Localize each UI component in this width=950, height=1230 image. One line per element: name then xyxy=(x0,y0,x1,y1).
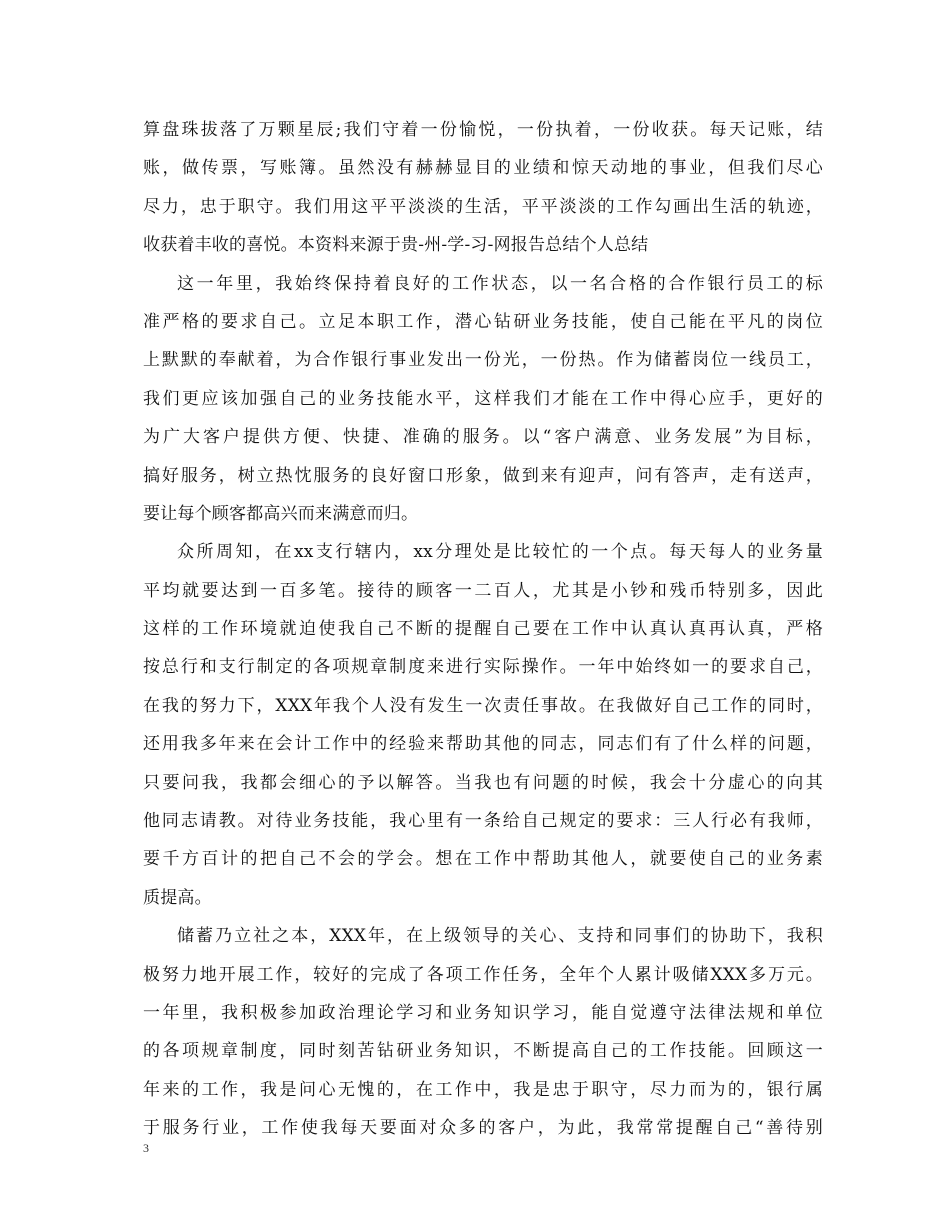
paragraph-4 xyxy=(143,917,823,1147)
document-body xyxy=(143,111,823,1148)
paragraph-1 xyxy=(143,111,823,265)
text-line: 按总行和支行制定的各项规章制度来进行实际操作。一年中始终如一的要求自己， xyxy=(143,657,823,678)
text-line: 我们更应该加强自己的业务技能水平，这样我们才能在工作中得心应手，更好的 xyxy=(143,388,823,409)
text-line: 这样的工作环境就迫使我自己不断的提醒自己要在工作中认真认真再认真，严格 xyxy=(143,619,823,640)
text-line: 收获着丰收的喜悦。本资料来源于贵-州-学-习-网报告总结个人总结 xyxy=(143,235,649,256)
text-line: 为广大客户提供方便、快捷、准确的服务。以“客户满意、业务发展”为目标， xyxy=(143,427,823,448)
text-line: 年来的工作，我是问心无愧的，在工作中，我是忠于职守，尽力而为的，银行属 xyxy=(143,1079,823,1100)
text-line: 还用我多年来在会计工作中的经验来帮助其他的同志，同志们有了什么样的问题， xyxy=(143,734,823,755)
text-line: 账，做传票，写账簿。虽然没有赫赫显目的业绩和惊天动地的事业，但我们尽心 xyxy=(143,158,823,179)
text-line: 于服务行业，工作使我每天要面对众多的客户，为此，我常常提醒自己“善待别 xyxy=(143,1118,823,1139)
text-line: 平均就要达到一百多笔。接待的顾客一二百人，尤其是小钞和残币特别多，因此 xyxy=(143,580,823,601)
paragraph-3 xyxy=(143,533,823,917)
text-line: 他同志请教。对待业务技能，我心里有一条给自己规定的要求：三人行必有我师， xyxy=(143,811,823,832)
text-line: 这一年里，我始终保持着良好的工作状态，以一名合格的合作银行员工的标 xyxy=(177,273,823,294)
text-line: 质提高。 xyxy=(143,887,212,908)
text-line: 在我的努力下，XXX年我个人没有发生一次责任事故。在我做好自己工作的同时， xyxy=(143,695,823,716)
paragraph-2 xyxy=(143,265,823,534)
text-line: 一年里，我积极参加政治理论学习和业务知识学习，能自觉遵守法律法规和单位 xyxy=(143,1002,823,1023)
text-line: 极努力地开展工作，较好的完成了各项工作任务，全年个人累计吸储XXX多万元。 xyxy=(143,964,823,985)
text-line: 准严格的要求自己。立足本职工作，潜心钻研业务技能，使自己能在平凡的岗位 xyxy=(143,311,823,332)
text-line: 的各项规章制度，同时刻苦钻研业务知识，不断提高自己的工作技能。回顾这一 xyxy=(143,1041,823,1062)
text-line: 要千方百计的把自己不会的学会。想在工作中帮助其他人，就要使自己的业务素 xyxy=(143,849,823,870)
page-number: 3 xyxy=(143,1141,149,1155)
text-line: 算盘珠拔落了万颗星辰;我们守着一份愉悦，一份执着，一份收获。每天记账，结 xyxy=(143,120,823,140)
text-line: 要让每个顾客都高兴而来满意而归。 xyxy=(143,503,419,524)
text-line: 上默默的奉献着，为合作银行事业发出一份光，一份热。作为储蓄岗位一线员工， xyxy=(143,350,823,371)
text-line: 众所周知，在xx支行辖内，xx分理处是比较忙的一个点。每天每人的业务量 xyxy=(177,542,823,563)
text-line: 储蓄乃立社之本，XXX年，在上级领导的关心、支持和同事们的协助下，我积 xyxy=(177,926,823,947)
text-line: 只要问我，我都会细心的予以解答。当我也有问题的时候，我会十分虚心的向其 xyxy=(143,772,823,793)
text-line: 尽力，忠于职守。我们用这平平淡淡的生活，平平淡淡的工作勾画出生活的轨迹， xyxy=(143,196,823,217)
text-line: 搞好服务，树立热忱服务的良好窗口形象，做到来有迎声，问有答声，走有送声， xyxy=(143,465,823,486)
